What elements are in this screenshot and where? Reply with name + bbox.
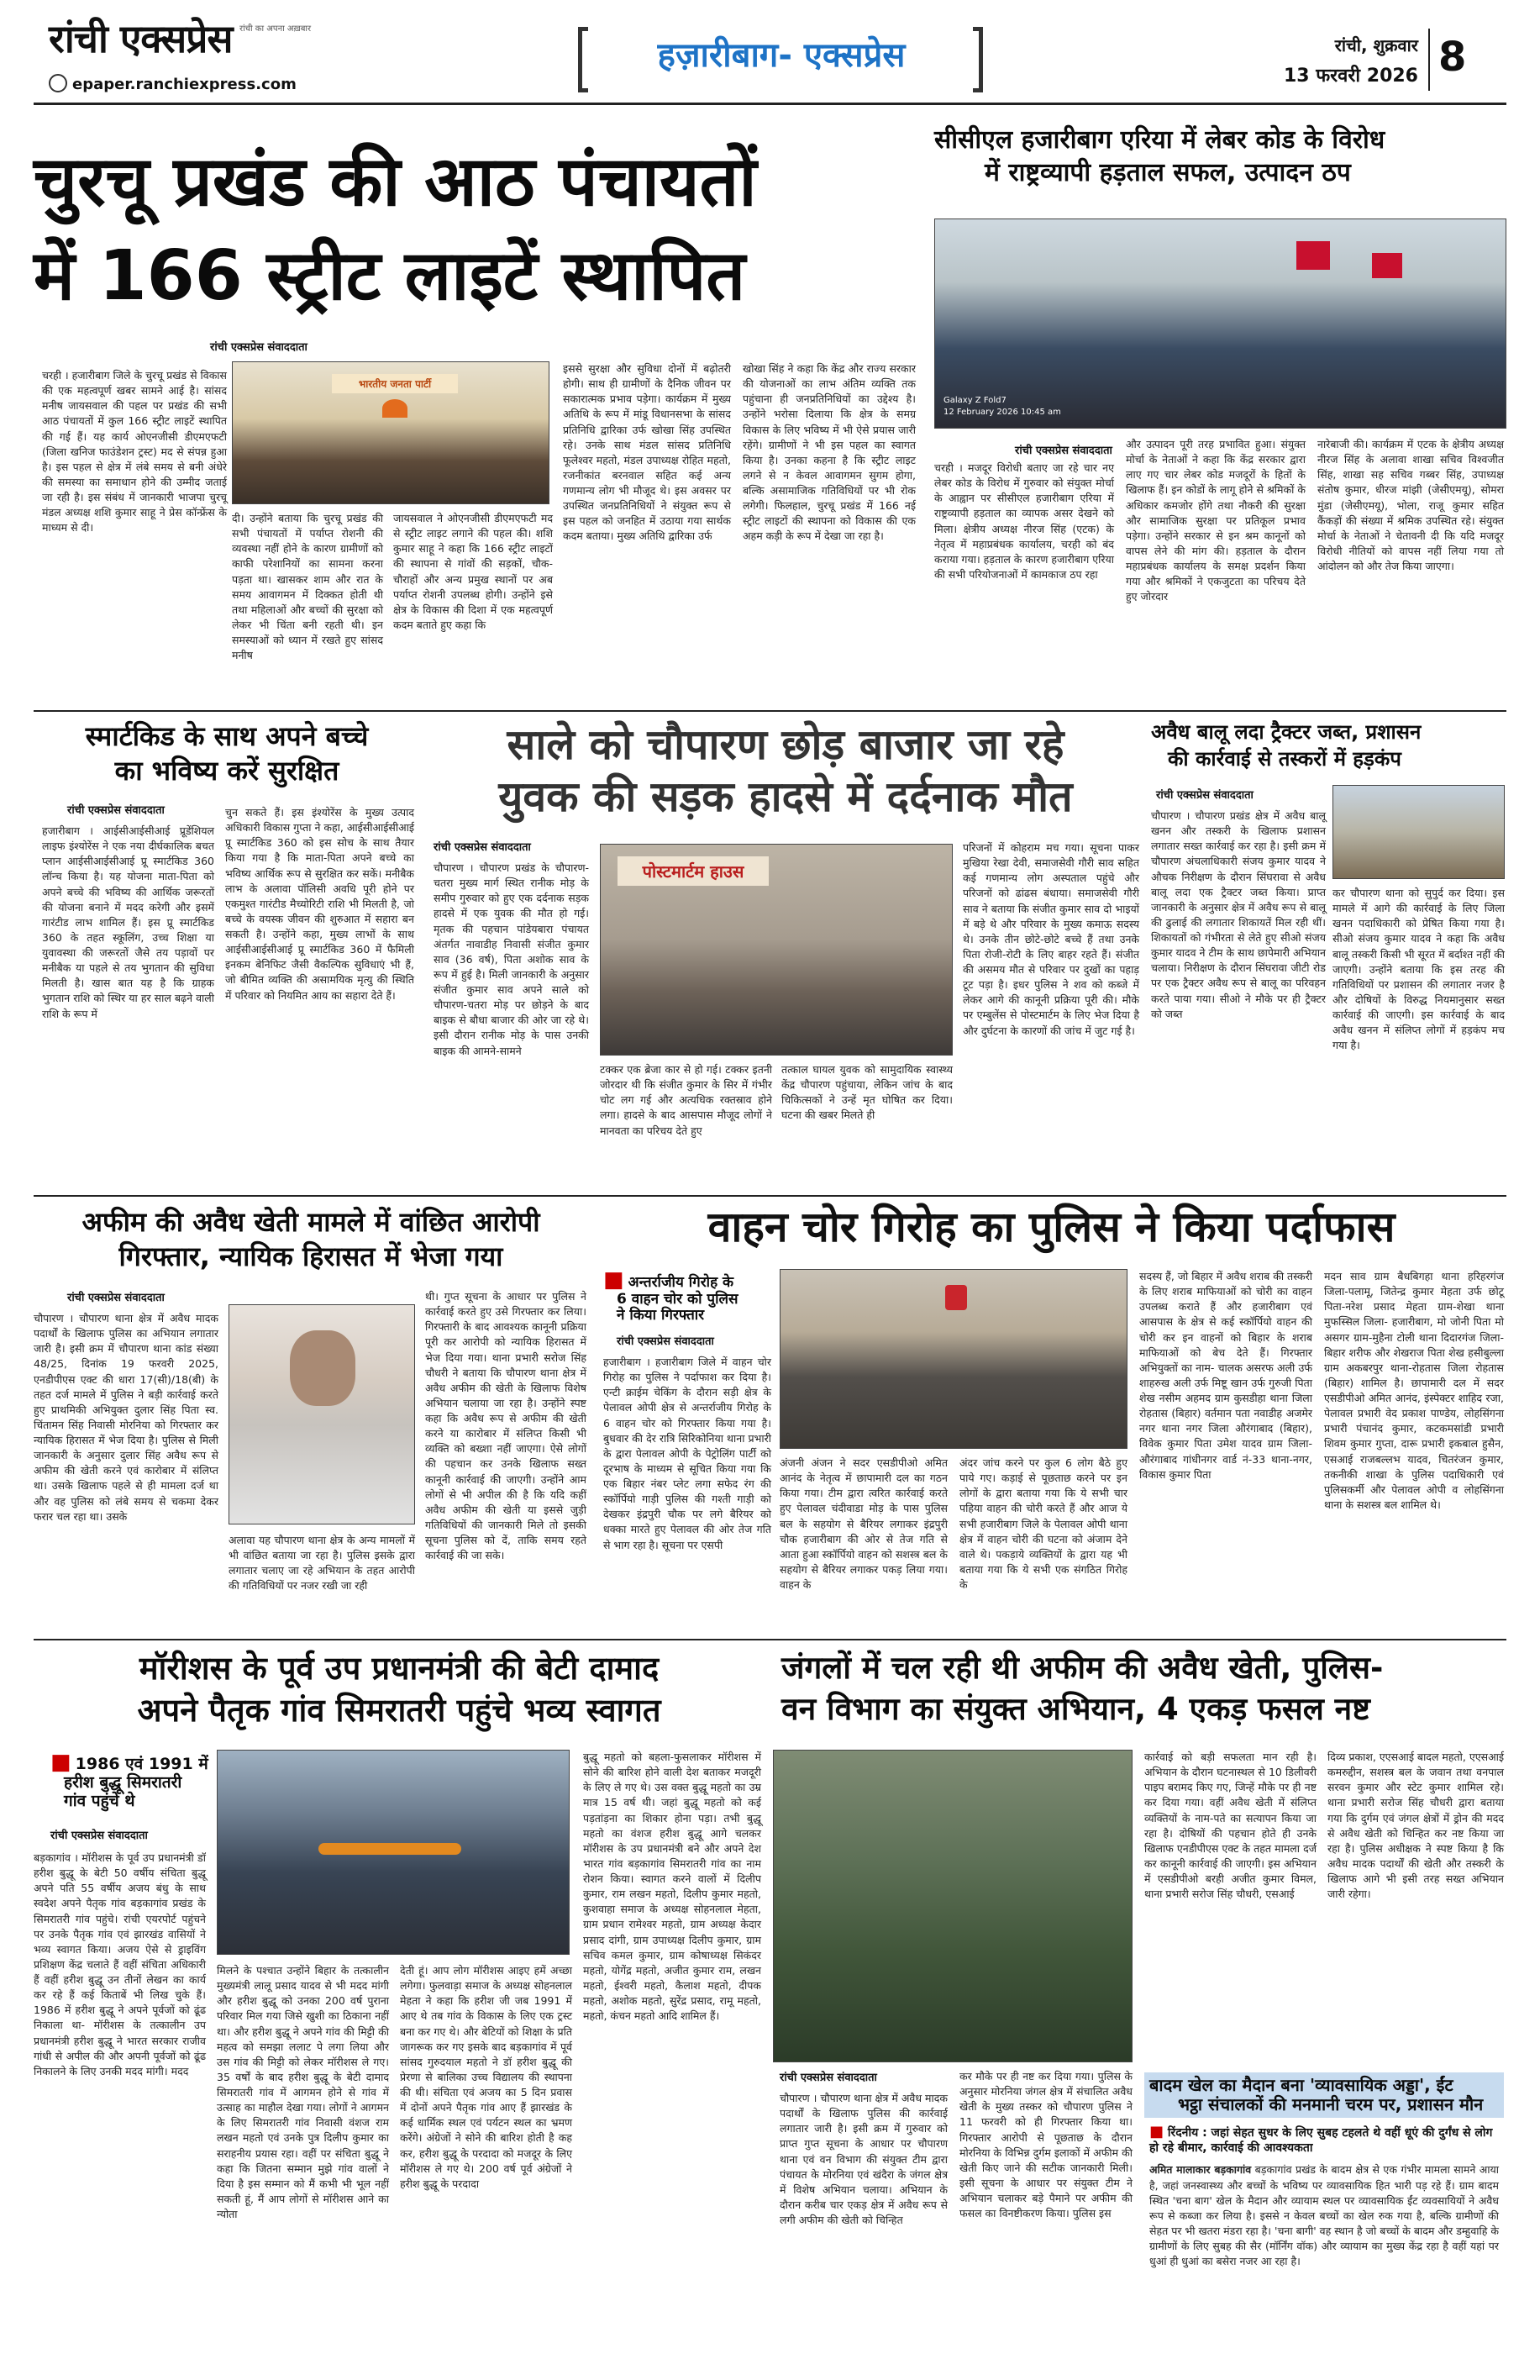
byline: रांची एक्सप्रेस संवाददाता <box>210 340 307 354</box>
headline-line-1: अफीम की अवैध खेती मामले में वांछित आरोपी <box>81 1206 540 1238</box>
banner-text: भारतीय जनता पार्टी <box>332 374 458 393</box>
issue-date: 13 फरवरी 2026 <box>1283 66 1418 87</box>
postmortem-sign: पोस्टमार्टम हाउस <box>618 856 769 886</box>
subheadline-line-3: गांव पहुंचे थे <box>64 1791 135 1810</box>
article-col-5: खोखा सिंह ने कहा कि केंद्र और राज्य सरकार की योजनाओं का लाभ अंतिम व्यक्ति तक पहुंचाना ही जनप्रतिनिधियों का उद्देश्य है। उन्होंने भरोसा दिलाया कि क्षेत्र के समग्र विकास के लिए भविष्य में भी ऐसे प्रयास जारी रहेंगे। ग्रामीणों ने भी इस पहल का स्वागत किया है। उनका कहना है कि स्ट्रीट लाइट लगने से न केवल आवागमन सुगम होगा, बल्कि असामाजिक गतिविधियों पर भी रोक लगेगी। फिलहाल, चुरचू प्रखंड में 166 नई स्ट्रीट लाइटों की स्थापना को विकास की एक अहम कड़ी के रूप में देखा जा रहा है। <box>743 362 916 543</box>
section-title: हज़ारीबाग- एक्सप्रेस <box>657 36 906 75</box>
subheadline-line-1: 1986 एवं 1991 में <box>75 1755 208 1773</box>
article-col-1: हजारीबाग । आईसीआईसीआई प्रूडेंशियल लाइफ इंश्योरेंस ने एक नया दीर्घकालिक बचत प्लान आईसीआईसीआई प्रू स्मार्टकिड 360 लॉन्च किया है। यह योजना माता-पिता को अपने बच्चे की भविष्य की आर्थिक जरूरतों की योजना बनाने में मदद करेगी और इसमें गारंटीड लाभ शामिल हैं। इस प्रू स्मार्टकिड 360 के तहत स्कूलिंग, उच्च शिक्षा या युवावस्था की जरूरतों जैसे तय पड़ावों पर मनीबैक या पहले से तय भुगतान की सुविधा मिलती है। खास बात यह है कि ग्राहक भुगतान राशि को स्थिर या हर साल बढ़ने वाली राशि के रूप में <box>42 824 214 1020</box>
red-bullet-icon: ■ <box>1149 2123 1164 2140</box>
article-smartkid <box>34 714 420 1193</box>
headline-line-1: चुरचू प्रखंड की आठ पंचायतों <box>34 142 757 222</box>
article-col-2: अंजनी अंजन ने सदर एसडीपीओ अमित आनंद के नेतृत्व में छापामारी दल का गठन किया गया। टीम द्वारा त्वरित कार्रवाई करते हुए पेलावल चंदीवाडा मोड़ के पास पुलिस बल के सहयोग से बैरियर लगाकर इंद्रपुरी चौक हजारीबाग की ओर से तेज गति से आता हुआ स्कॉर्पियो वाहन को सशस्त्र बल के सहयोग से बैरियर लगाकर पकड़ लिया गया। वाहन के <box>780 1456 948 1591</box>
headline: वाहन चोर गिरोह का पुलिस ने किया पर्दाफास <box>707 1203 1395 1251</box>
epaper-icon <box>49 74 67 92</box>
headline-line-2: में 166 स्ट्रीट लाइटें स्थापित <box>34 236 746 317</box>
box-byline: अमित मालाकार बड़कागांव <box>1149 2163 1252 2177</box>
seized-tractor-photo <box>1332 785 1505 879</box>
page-number: 8 <box>1438 34 1467 81</box>
article-col-4: बुद्धू महतो को बहला-फुसलाकर मॉरीशस में सोने की बारिश होने वाली देश बताकर मजदूरी के लिए ले गए थे। उस वक्त बुद्धू महतो का उम्र मात्र 15 वर्ष थी। जहां बुद्धू महतो को कई पड़तांड़ना का शिकार होना पड़ा। तभी बुद्धू महतो का वंशज हरीश बुद्धू आगे चलकर मॉरीशस के उप प्रधानमंत्री बने और अपने देश भारत गांव बड़कागांव सिमरातरी गांव का नाम रोशन किया। स्वागत करने वालों में दिलीप कुमार, राम लखन महतो, दिलीप कुमार महतो, कुशवाहा समाज के अध्यक्ष सोहनलाल मेहता, ग्राम प्रधान रामेश्वर महतो, ग्राम अध्यक्ष केदार प्रसाद दांगी, ग्राम उपाध्यक्ष दिलीप कुमार, ग्राम सचिव कमल कुमार, ग्राम कोषाध्यक्ष सिकंदर महतो, योगेंद्र महतो, अजीत कुमार राम, लखन महतो, ईश्वरी महतो, कैलाश महतो, दीपक महतो, अशोक महतो, सुरेंद्र प्रसाद, रामू महतो, महतो, कंचन महतो आदि शामिल हैं। <box>583 1751 761 2023</box>
article-illegal-sand <box>1151 714 1506 1193</box>
article-col-3: कार्रवाई को बड़ी सफलता मान रही है। अभियान के दौरान घटनास्थल से 10 डिलीवरी पाइप बरामद किए गए, जिन्हें मौके पर ही नष्ट कर दिया गया। वहीं अवैध खेती में संलिप्त व्यक्तियों के नाम-पते का सत्यापन किया जा रहा है। दोषियों की पहचान होते ही उनके खिलाफ एनडीपीएस एक्ट के तहत मामला दर्ज कर कानूनी कार्रवाई की जाएगी। इस अभियान में एसडीपीओ बरही अजीत कुमार विमल, थाना प्रभारी सरोज सिंह चौधरी, एसआई <box>1144 1751 1317 1901</box>
headline-line-1: स्मार्टकिड के साथ अपने बच्चे <box>85 720 369 752</box>
headline-line-1: सीसीएल हजारीबाग एरिया में लेबर कोड के विरोध <box>934 125 1385 155</box>
byline: रांची एक्सप्रेस संवाददाता <box>50 1830 148 1842</box>
section-divider <box>34 1195 1506 1197</box>
article-street-lights <box>34 118 924 706</box>
police-logo-icon <box>945 1285 967 1310</box>
subheadline-line-2: हरीश बुद्धू सिमरातरी <box>64 1772 182 1792</box>
article-col-2: दी। उन्होंने बताया कि चुरचू प्रखंड की सभी पंचायतों में पर्याप्त रोशनी की व्यवस्था नहीं होने के कारण ग्रामीणों को काफी परेशानियों का सामना करना पड़ता था। खासकर शाम और रात के समय आवागमन में दिक्कत होती थी तथा महिलाओं और बच्चों की सुरक्षा को लेकर भी चिंता बनी रहती थी। इन समस्याओं को ध्यान में रखते हुए सांसद मनीष <box>232 512 383 662</box>
byline: रांची एक्सप्रेस संवाददाता <box>1156 789 1254 802</box>
headline-line-2: में राष्ट्रव्यापी हड़ताल सफल, उत्पादन ठप <box>985 157 1351 187</box>
byline: रांची एक्सप्रेस संवाददाता <box>1015 445 1112 457</box>
article-col-1: बड़कागांव । मॉरीशस के पूर्व उप प्रधानमंत्री डॉ हरीश बुद्धू के बेटी 50 वर्षीय संचिता बुद्धू अपने पति 55 वर्षीय अजय बंधु के साथ स्वदेश अपने पैतृक गांव बड़कागांव प्रखंड के सिमरातरी गांव पहुंचे। रांची एयरपोर्ट पहुंचने पर उनके पैतृक गांव एवं झारखंड वासियों ने भव्य स्वागत किया। अजय ऐसे से ड्राइविंग प्रशिक्षण केंद्र चलाते हैं वहीं संचिता अधिकारी हैं वहीं हरीश बुद्धू उन तीनों लेखन का कार्य कर रहे हैं कई किताबें भी लिख चुके हैं। 1986 में हरीश बुद्धू ने अपने पूर्वजों को ढूंढ निकाला था- मॉरीशस के तत्कालीन उप प्रधानमंत्री हरीश बुद्धू ने भारत सरकार राजीव गांधी से अपील की और अपनी पूर्वजों को ढूंढ निकालने के लिए उनकी मदद मांगी। मदद <box>34 1851 206 2077</box>
postmortem-house-photo <box>600 844 953 1056</box>
article-col-1: चरही । मजदूर विरोधी बताए जा रहे चार नए लेबर कोड के विरोध में गुरुवार को संयुक्त मोर्चा के आह्वान पर सीसीएल हजारीबाग एरिया में राष्ट्रव्यापी हड़ताल का व्यापक असर देखने को मिला। क्षेत्रीय अध्यक्ष नीरज सिंह (एटक) के नेतृत्व में महाप्रबंधक कार्यालय, चरही को बंद कराया गया। हड़ताल के कारण हजारीबाग एरिया की सभी परियोजनाओं में कामकाज ठप रहा <box>934 461 1114 581</box>
subheadline-box <box>50 1751 227 1811</box>
byline: रांची एक्सप्रेस संवाददाता <box>617 1335 714 1348</box>
subheadline-box <box>603 1269 771 1324</box>
red-flag-icon <box>1372 253 1402 278</box>
box-subheadline-text: रिंदनीय : जहां सेहत सुधर के लिए सुबह टहलते थे वहीं धूएं की दुर्गंध से लोग हो रहे बीमार, कार्रवाई की आवश्यकता <box>1149 2126 1493 2156</box>
article-col-2: अलावा यह चौपारण थाना क्षेत्र के अन्य मामलों में भी वांछित बताया जा रहा है। पुलिस इसके द्वारा लगातार चलाए जा रहे अभियान के तहत आरोपी की गतिविधियों पर नजर रखी जा रही <box>229 1534 415 1593</box>
logo-tagline: रांची का अपना अख़बार <box>239 24 312 34</box>
headline-line-2: गिरफ्तार, न्यायिक हिरासत में भेजा गया <box>118 1240 503 1272</box>
article-col-4: दिव्य प्रकाश, एएसआई बादल महतो, एएसआई कमरुद्दीन, सशस्त्र बल के जवान तथा वनपाल सरवन कुमार और स्टेट कुमार शामिल रहे। थाना प्रभारी सरोज सिंह चौधरी द्वारा बताया गया कि दुर्गम एवं जंगल क्षेत्रों में ड्रोन की मदद से अवैध खेती को चिन्हित कर नष्ट किया जा रहा है। पुलिस अधीक्षक ने स्पष्ट किया है कि अवैध मादक पदार्थों की खेती और तस्करी के खिलाफ आगे भी इसी तरह सख्त अभियान जारी रहेगा। <box>1327 1751 1505 1901</box>
box-body-text: बड़कागांव प्रखंड के बादम क्षेत्र से एक गंभीर मामला सामने आया है, जहां जनस्वास्थ्य और बच्चों के भविष्य पर व्यावसायिक हित भारी पड़ रहे हैं। ग्राम बादम स्थित 'चना बाग' खेल के मैदान और व्यायाम स्थल पर व्यावसायिक ईंट व्यवसायियों ने अवैध रूप से कब्जा कर लिया है। इससे न केवल बच्चों का खेल रुक गया है, बल्कि ग्रामीणों की सेहत पर भी खतरा मंडरा रहा है। 'चना बागी' वह स्थान है जो बच्चों के बादम और डम्हुवाहि के ग्रामीणों के लिए सुबह की सैर (मॉर्निंग वॉक) और व्यायाम का मुख्य केंद्र रहा है वहीं यहां पर धुआं ही धुआं का बसेरा नजर आ रहा है। <box>1149 2163 1500 2268</box>
headline-line-1: जंगलों में चल रही थी अफीम की अवैध खेती, पुलिस- <box>781 1650 1384 1686</box>
welcome-ceremony-photo <box>217 1750 570 1955</box>
headline-line-1: मॉरीशस के पूर्व उप प्रधानमंत्री की बेटी दामाद <box>139 1650 660 1687</box>
box-body <box>1144 2162 1504 2269</box>
headline-line-2: का भविष्य करें सुरक्षित <box>114 754 339 787</box>
article-vehicle-theft-gang <box>597 1200 1506 1637</box>
page-number-divider <box>1428 29 1430 91</box>
headline-line-2: की कार्रवाई से तस्करों में हड़कंप <box>1168 746 1401 771</box>
strike-protest-photo <box>934 219 1506 429</box>
article-col-1: हजारीबाग । हजारीबाग जिले में वाहन चोर गिरोह का पुलिस ने पर्दाफाश कर दिया है। एन्टी क्राईम चेकिंग के दौरान सड़ी क्षेत्र के पेलावल ओपी क्षेत्र से अन्तर्राजीय गिरोह के 6 वाहन चोर को गिरफ्तार किया गया है। बुधवार की देर रात्रि सिरिकोनिया थाना प्रभारी के द्वारा पेलावल ओपी के पेट्रोलिंग पार्टी को दूरभाष के माध्यम से सूचित किया गया कि एक बिहार नंबर प्लेट लगा सफेद रंग की स्कॉर्पियो गाड़ी पुलिस की गश्ती गाड़ी को देखकर इंद्रपुरी चौक पर लगे बैरियर को धक्का मारते हुए पेलावल की ओर तेज गति से भाग रहा है। सूचना पर एसपी <box>603 1356 771 1551</box>
headline-line-2: अपने पैतृक गांव सिमरातरी पहुंचे भव्य स्वागत <box>137 1691 661 1729</box>
section-bracket-left <box>578 27 588 92</box>
section-divider <box>34 1639 1506 1640</box>
article-labour-code-strike <box>934 118 1506 706</box>
article-col-3: तत्काल घायल युवक को सामुदायिक स्वास्थ्य केंद्र चौपारण पहुंचाया, लेकिन जांच के बाद चिकित्सकों ने उन्हें मृत घोषित कर दिया। घटना की खबर मिलते ही <box>781 1063 953 1122</box>
accused-photo <box>229 1304 415 1524</box>
article-col-5: मदन साव ग्राम बैधबिगहा थाना हरिहरगंज जिला-पलामू, जितेन्द्र कुमार मेहता उर्फ छोटू पिता-नरेश प्रसाद मेहता ग्राम-शेखा थाना मुफस्सिल जिला- हजारीबाग, मो जोनी पिता मो असगर ग्राम-मुहैना टोली थाना दिदारगंज जिला-बिहार शरीफ और शेखराज पिता शेख हसीबुल्ला ग्राम अकबरपुर थाना-रोहतास जिला रोहतास (बिहार) शामिल है। छापामारी दल में सदर एसडीपीओ अमित आनंद, इंस्पेक्टर शाहिद रजा, पेलावल प्रभारी वेद प्रकाश पाण्डेय, लोहसिंगना प्रभारी पंचानंद कुमार, कटकमसांडी प्रभारी शिवम कुमार गुप्ता, दारू प्रभारी इकबाल हुसैन, एसआई राजबल्लभ यादव, चितरंजन कुमार, तकनीकी शाखा के पुलिस पदाधिकारी एवं पुलिसकर्मी और पेलावल ओपी व लोहसिंगना थाना के सशस्त्र बल शामिल थे। <box>1324 1270 1504 1511</box>
garland-decoration <box>318 1843 461 1855</box>
camera-stamp-model: Galaxy Z Fold7 <box>943 396 1007 405</box>
article-mauritius-visit <box>34 1644 765 2346</box>
article-col-1: चौपारण । चौपारण थाना क्षेत्र में अवैध मादक पदार्थों के खिलाफ पुलिस की कार्रवाई लगातार जारी है। इसी क्रम में गुरुवार को प्राप्त गुप्त सूचना के आधार पर चौपारण थाना एवं वन विभाग की संयुक्त टीम द्वारा पंचायत के मोरनिया एवं खंदैरा के जंगल क्षेत्र में विशेष अभियान चलाया। अभियान के दौरान करीब चार एकड़ क्षेत्र में अवैध रूप से लगी अफीम की खेती को चिन्हित <box>780 2092 948 2226</box>
masthead <box>0 0 1540 108</box>
issue-day: रांची, शुक्रवार <box>1334 35 1418 55</box>
newspaper-logo: रांची एक्सप्रेस <box>49 16 233 61</box>
section-bracket-right <box>973 27 983 92</box>
article-col-4: इससे सुरक्षा और सुविधा दोनों में बढ़ोतरी होगी। साथ ही ग्रामीणों के दैनिक जीवन पर सकारात्मक प्रभाव पड़ेगा। कार्यक्रम में मुख्य अतिथि के रूप में मांडू विधानसभा के सांसद प्रतिनिधि द्वारिका उर्फ खोखा सिंह उपस्थित रहे। उनके साथ मंडल सांसद प्रतिनिधि फूलेश्वर महतो, मंडल उपाध्यक्ष रोहित महतो, रजनीकांत बरनवाल सहित कई अन्य गणमान्य लोग भी मौजूद थे। इस अवसर पर उपस्थित जनप्रतिनिधियों ने संयुक्त रूप से इस पहल को जनहित में उठाया गया सार्थक कदम बताया। मुख्य अतिथि द्वारिका उर्फ <box>563 362 731 543</box>
box-headline-line-1: बादम खेल का मैदान बना 'व्यावसायिक अड्डा', ईंट <box>1144 2072 1504 2095</box>
red-flag-icon <box>1296 241 1330 270</box>
opium-field-photo <box>773 1750 1133 2062</box>
article-col-2: कर चौपारण थाना को सुपुर्द कर दिया। इस मामले में आगे की कार्रवाई के लिए जिला खनन पदाधिकारी को प्रेषित किया गया है। सीओ संजय कुमार यादव ने कहा कि अवैध बालू तस्करी किसी भी सूरत में बर्दाश्त नहीं की जाएगी। उन्होंने बताया कि इस तरह की गतिविधियों पर प्रशासन की लगातार नजर है और दोषियों के विरुद्ध नियमानुसार सख्त कार्रवाई की जाएगी। इस कार्रवाई के बाद अवैध खनन में संलिप्त लोगों में हड़कंप मच गया है। <box>1332 887 1505 1052</box>
article-col-2: कर मौके पर ही नष्ट कर दिया गया। पुलिस के अनुसार मोरनिया जंगल क्षेत्र में संचालित अवैध खेती के मुख्य तस्कर को चौपारण पुलिस ने 11 फरवरी को ही गिरफ्तार किया था। गिरफ्तार आरोपी से पूछताछ के दौरान मोरनिया के विभिन्न दुर्गम इलाकों में अफीम की खेती किए जाने की सटीक जानकारी मिली। इसी सूचना के आधार पर संयुक्त टीम ने अभियान चलाकर बड़े पैमाने पर अफीम की फसल का विनष्टीकरण किया। पुलिस इस <box>959 2070 1133 2220</box>
headline-line-2: युवक की सड़क हादसे में दर्दनाक मौत <box>498 771 1073 821</box>
red-bullet-icon: ■ <box>50 1750 71 1775</box>
headline-line-2: वन विभाग का संयुक्त अभियान, 4 एकड़ फसल नष्ट <box>781 1690 1370 1727</box>
article-col-3: अंदर जांच करने पर कुल 6 लोग बैठे हुए पाये गए। कड़ाई से पूछताछ करने पर इन लोगों के द्वारा बताया गया कि ये सभी चार पहिया वाहन की चोरी करते हैं और आज ये सभी हजारीबाग जिले के पेलावल ओपी थाना क्षेत्र में वाहन चोरी की घटना को अंजाम देने वाले थे। पकड़ाये व्यक्तियों के द्वारा यह भी बताया गया कि ये सभी एक संगठित गिरोह के <box>959 1456 1127 1591</box>
brick-kiln-story-box <box>1144 2072 1504 2341</box>
headline-line-1: साले को चौपारण छोड़ बाजार जा रहे <box>507 720 1064 769</box>
red-bullet-icon: ■ <box>603 1267 624 1293</box>
subheadline-line-2: 6 वाहन चोर को पुलिस <box>617 1290 738 1308</box>
lotus-logo-icon <box>382 399 407 418</box>
article-col-1: चौपारण । चौपारण प्रखंड के चौपारण-चतरा मुख्य मार्ग स्थित रानीक मोड़ के समीप गुरुवार को हुए एक दर्दनाक सड़क हादसे में एक युवक की मौत हो गई। मृतक की पहचान पांडेयबारा पंचायत अंतर्गत नावाडीह निवासी संजीत कुमार साव (36 वर्ष), पिता अशोक साव के रूप में हुई है। मिली जानकारी के अनुसार संजीत कुमार साव अपने साले को चौपारण-चतरा मोड़ पर छोड़ने के बाद बाइक से बौधा बाजार की ओर जा रहे थे। इसी दौरान रानीक मोड़ के पास उनकी बाइक की आमने-सामने <box>434 861 589 1057</box>
article-col-1: चौपारण । चौपारण प्रखंड क्षेत्र में अवैध बालू खनन और तस्करी के खिलाफ प्रशासन लगातार सख्त कार्रवाई कर रहा है। इसी क्रम में चौपारण अंचलाधिकारी संजय कुमार यादव ने औचक निरीक्षण के दौरान सिंघरावा से अवैध बालू लदा एक ट्रैक्टर जब्त किया। प्राप्त जानकारी के अनुसार क्षेत्र में अवैध रूप से बालू की ढुलाई की लगातार शिकायतें मिल रही थीं। शिकायतों को गंभीरता से लेते हुए सीओ संजय कुमार यादव ने टीम के साथ छापेमारी अभियान चलाया। निरीक्षण के दौरान सिंघरावा जीटी रोड पर एक ट्रैक्टर अवैध रूप से बालू का परिवहन करते पाया गया। सीओ ने मौके पर ही ट्रैक्टर को जब्त <box>1151 809 1326 1020</box>
article-col-3: थी। गुप्त सूचना के आधार पर पुलिस ने कार्रवाई करते हुए उसे गिरफ्तार कर लिया। गिरफ्तारी के बाद आवश्यक कानूनी प्रक्रिया पूरी कर आरोपी को न्यायिक हिरासत में भेज दिया गया। थाना प्रभारी सरोज सिंह चौधरी ने बताया कि चौपारण थाना क्षेत्र में अवैध अफीम की खेती के खिलाफ विशेष अभियान चलाया जा रहा है। उन्होंने स्पष्ट कहा कि अवैध रूप से अफीम की खेती करने या कारोबार में संलिप्त किसी भी व्यक्ति को बख्शा नहीं जाएगा। ऐसे लोगों की पहचान कर उनके खिलाफ सख्त कानूनी कार्रवाई की जाएगी। उन्होंने आम लोगों से भी अपील की है कि यदि कहीं अवैध अफीम की खेती या इससे जुड़ी गतिविधियों की जानकारी मिले तो इसकी सूचना पुलिस को दें, ताकि समय रहते कार्रवाई की जा सके। <box>425 1290 586 1562</box>
article-col-3: नारेबाजी की। कार्यक्रम में एटक के क्षेत्रीय अध्यक्ष नीरज सिंह के अलावा शाखा सचिव विश्वजीत सिंह, शाखा सह सचिव गब्बर सिंह, उपाध्यक्ष संतोष कुमार, धीरज मांझी (जेसीएमयू), सोमरा मुंडा (जेसीएमयू), भोला, राजू कुमार सहित कैंकड़ों की संख्या में श्रमिक उपस्थित रहे। संयुक्त मोर्चा के नेताओं ने चेतावनी दी कि यदि मजदूर विरोधी नीतियों को वापस नहीं लिया गया तो आंदोलन को और तेज किया जाएगा। <box>1317 438 1504 572</box>
article-col-2: चुन सकते हैं। इस इंश्योरेंस के मुख्य उत्पाद अधिकारी विकास गुप्ता ने कहा, आईसीआईसीआई प्रू स्मार्टकिड 360 को इस सोच के साथ तैयार किया गया है कि माता-पिता अपने बच्चे का भविष्य आर्थिक रूप से सुरक्षित कर सकें। मनीबैक लाभ के अलावा पॉलिसी अवधि पूरी होने पर एकमुश्त गारंटीड मैच्योरिटी राशि भी मिलती है, जो बच्चे के वयस्क जीवन की शुरुआत में सहारा बन सकती है। उन्होंने कहा, मुख्य लाभों के साथ आईसीआईसीआई प्रू स्मार्टकिड 360 में फैमिली इनकम बेनिफिट जैसी वैकल्पिक सुविधाएं भी हैं, जो बीमित व्यक्ति की असामयिक मृत्यु की स्थिति में परिवार को नियमित आय का सहारा देते हैं। <box>225 806 414 1002</box>
byline: रांची एक्सप्रेस संवाददाता <box>780 2072 877 2084</box>
headline-line-1: अवैध बालू लदा ट्रैक्टर जब्त, प्रशासन <box>1151 720 1422 744</box>
box-subheadline <box>1144 2125 1504 2156</box>
byline: रांची एक्सप्रेस संवाददाता <box>434 841 531 854</box>
article-col-3: जायसवाल ने ओएनजीसी डीएमएफटी मद से स्ट्रीट लाइट लगाने की पहल की। शशि कुमार साहू ने कहा कि 166 स्ट्रीट लाइटों की स्थापना से गांवों की सड़कों, चौक-चौराहों और अन्य प्रमुख स्थानों पर अब पर्याप्त रोशनी उपलब्ध होगी। उन्होंने इसे क्षेत्र के विकास की दिशा में एक महत्वपूर्ण कदम बताते हुए कहा कि <box>393 512 553 631</box>
article-col-2: और उत्पादन पूरी तरह प्रभावित हुआ। संयुक्त मोर्चा के नेताओं ने कहा कि केंद्र सरकार द्वारा लाए गए चार लेबर कोड मजदूरों के हितों के खिलाफ हैं। इन कोडों के लागू होने से श्रमिकों के अधिकार कमजोर होंगे तथा नौकरी की सुरक्षा और सामाजिक सुरक्षा पर प्रतिकूल प्रभाव पड़ेगा। उन्होंने सरकार से इन श्रम कानूनों को वापस लेने की मांग की। हड़ताल के दौरान महाप्रबंधक कार्यालय के समक्ष प्रदर्शन किया गया और श्रमिकों ने एकजुटता का परिचय देते हुए जोरदार <box>1126 438 1306 603</box>
article-col-4: सदस्य हैं, जो बिहार में अवैध शराब की तस्करी के लिए शराब माफियाओं को चोरी का वाहन उपलब्ध कराते हैं और हजारीबाग एवं आसपास के क्षेत्र से कई स्कॉर्पियो वाहन की चोरी कर इन वाहनों को बिहार के शराब माफियाओं को बेच देते हैं। गिरफ्तार अभियुक्तों का नाम- चालक असरफ अली उर्फ शाहरुख अली उर्फ मिष्टू खान उर्फ गुरुजी पिता शेख नसीम अहमद ग्राम कुसडीहा थाना जिला रोहतास (बिहार) वर्तमान पता नवाडीह अजमेर नगर थाना नगर जिला औरंगाबाद (बिहार), विवेक कुमार पिता उमेश यादव ग्राम जिला-औरंगाबाद गांधीनगर वार्ड नं-33 थाना-नगर, विकास कुमार पिता <box>1139 1270 1312 1481</box>
arrested-gang-photo <box>780 1269 1127 1449</box>
subheadline-line-3: ने किया गिरफ्तार <box>617 1307 705 1324</box>
article-opium-accused-arrested <box>34 1200 588 1637</box>
subheadline-line-1: अन्तर्राजीय गिरोह के <box>628 1274 734 1291</box>
camera-stamp-date: 12 February 2026 10:45 am <box>943 408 1061 417</box>
masthead-rule <box>34 103 1506 105</box>
article-col-2: टक्कर एक ब्रेजा कार से हो गई। टक्कर इतनी जोरदार थी कि संजीत कुमार के सिर में गंभीर चोट लग गई और अत्यधिक रक्तस्राव होने लगा। हादसे के बाद आसपास मौजूद लोगों ने मानवता का परिचय देते हुए <box>600 1063 772 1137</box>
byline: रांची एक्सप्रेस संवाददाता <box>67 803 165 817</box>
article-col-1: चरही । हजारीबाग जिले के चुरचू प्रखंड से विकास की एक महत्वपूर्ण खबर सामने आई है। सांसद मनीष जायसवाल की पहल पर प्रखंड की सभी आठ पंचायतों में कुल 166 स्ट्रीट लाइटें स्थापित की गई हैं। यह कार्य ओएनजीसी डीएमएफटी (जिला खनिज फाउंडेशन ट्रस्ट) मद से संपन्न हुआ है। इस पहल से क्षेत्र में लंबे समय से बनी अंधेरे की समस्या का समाधान होने की उम्मीद जताई जा रही है। इस संबंध में जानकारी भाजपा चुरचू मंडल अध्यक्ष शशि कुमार साहू ने प्रेस कॉन्फ्रेंस के माध्यम से दी। <box>42 369 227 534</box>
box-headline-line-2: भट्ठा संचालकों की मनमानी चरम पर, प्रशासन मौन <box>1144 2095 1504 2118</box>
article-road-accident <box>428 714 1143 1193</box>
byline: रांची एक्सप्रेस संवाददाता <box>67 1292 165 1304</box>
section-divider <box>34 710 1506 712</box>
blurred-face <box>290 1330 355 1406</box>
article-opium-crop-destroyed <box>773 1644 1506 2346</box>
article-col-2: मिलने के पश्चात उन्होंने बिहार के तत्कालीन मुख्यमंत्री लालू प्रसाद यादव से भी मदद मांगी और हरीश बुद्धू को उनका 200 वर्ष पुराना परिवार मिल गया जिसे खुशी का ठिकाना नहीं था। और हरीश बुद्धू ने अपने गांव की मिट्टी की महत्व को समझा ललाट पे लगा लिया और उस गांव की मिट्टी को लेकर मॉरीशस ले गए। 35 वर्षों के बाद हरीश बुद्धू के बेटी दामाद सिमरातरी गांव में आगमन होने से गांव में उत्साह का माहौल देखा गया। लोगों ने आगमन के लिए सिमरातरी गांव निवासी वंशज राम लखन महतो एवं उनके पुत्र दिलीप कुमार का सराहनीय प्रयास रहा। वहीं पर संचिता बुद्धू ने कहा कि जितना सम्मान मुझे गांव वालों ने दिया है इस सम्मान को मैं कभी भी भूल नहीं सकती हूं, मैं आप लोगों से मॉरीशस आने का न्योता <box>217 1964 389 2220</box>
press-conference-photo <box>232 361 549 504</box>
article-col-3: देती हूं। आप लोग मॉरीशस आइए हमें अच्छा लगेगा। फुलवाड़ा समाज के अध्यक्ष सोहनलाल मेहता ने कहा कि हरीश जी जब 1991 में आए थे तब गांव के विकास के लिए एक ट्रस्ट बना कर गए थे। और बेटियों को शिक्षा के प्रति जागरूक कर गए इसके बाद बड़कागांव में पूर्व सांसद गुरुदयाल महतो ने डॉ हरीश बुद्धू की प्रेरणा से बालिका उच्च विद्यालय की स्थापना की थी। संचिता एवं अजय का 5 दिन प्रवास में दोनों अपने पैतृक गांव आए हैं झारखंड के कई धार्मिक स्थल एवं पर्यटन स्थल का भ्रमण करेंगे। अंग्रेजों ने सोने की बारिश होती है कह कर, हरीश बुद्धू के परदादा को मजदूर के लिए मॉरीशस ले गए थे। 200 वर्ष पूर्व अंग्रेजों ने हरीश बुद्धू के परदादा <box>400 1964 572 2190</box>
article-col-4: परिजनों में कोहराम मच गया। सूचना पाकर मुखिया रेखा देवी, समाजसेवी गौरी साव सहित कई गणमान्य लोग अस्पताल पहुंचे और परिजनों को ढांढस बंधाया। समाजसेवी गौरी साव ने बताया कि संजीत कुमार साव दो भाइयों में बड़े थे और परिवार के मुख्य कमाऊ सदस्य थे। उनके तीन छोटे-छोटे बच्चे हैं तथा उनके पिता रोजी-रोटी के लिए बाहर रहते हैं। संजीत की असमय मौत से परिवार पर दुखों का पहाड़ टूट पड़ा है। इधर पुलिस ने शव को कब्जे में लेकर आगे की कानूनी प्रक्रिया पूरी की। मौके पर एम्बुलेंस से पोस्टमार्टम के लिए भेज दिया है और दुर्घटना के कारणों की जांच में जुट गई है। <box>963 841 1139 1037</box>
article-col-1: चौपारण । चौपारण थाना क्षेत्र में अवैध मादक पदार्थों के खिलाफ पुलिस का अभियान लगातार जारी है। इसी क्रम में चौपारण थाना कांड संख्या 48/25, दिनांक 19 फरवरी 2025, एनडीपीएस एक्ट की धारा 17(सी)/18(बी) के तहत दर्ज मामले में पुलिस ने बड़ी कार्रवाई करते हुए प्राथमिकी अभियुक्त दुलार सिंह पिता स्व. चिंतामन सिंह निवासी मोरनिया को गिरफ्तार कर न्यायिक हिरासत में भेज दिया है। पुलिस से मिली जानकारी के अनुसार दुलार सिंह अवैध रूप से अफीम की खेती करने एवं कारोबार में संलिप्त था। उसके खिलाफ पहले से ही मामला दर्ज था और वह पुलिस को लंबे समय से चकमा देकर फरार चल रहा था। उसके <box>34 1312 218 1523</box>
epaper-url[interactable]: epaper.ranchiexpress.com <box>72 76 297 93</box>
